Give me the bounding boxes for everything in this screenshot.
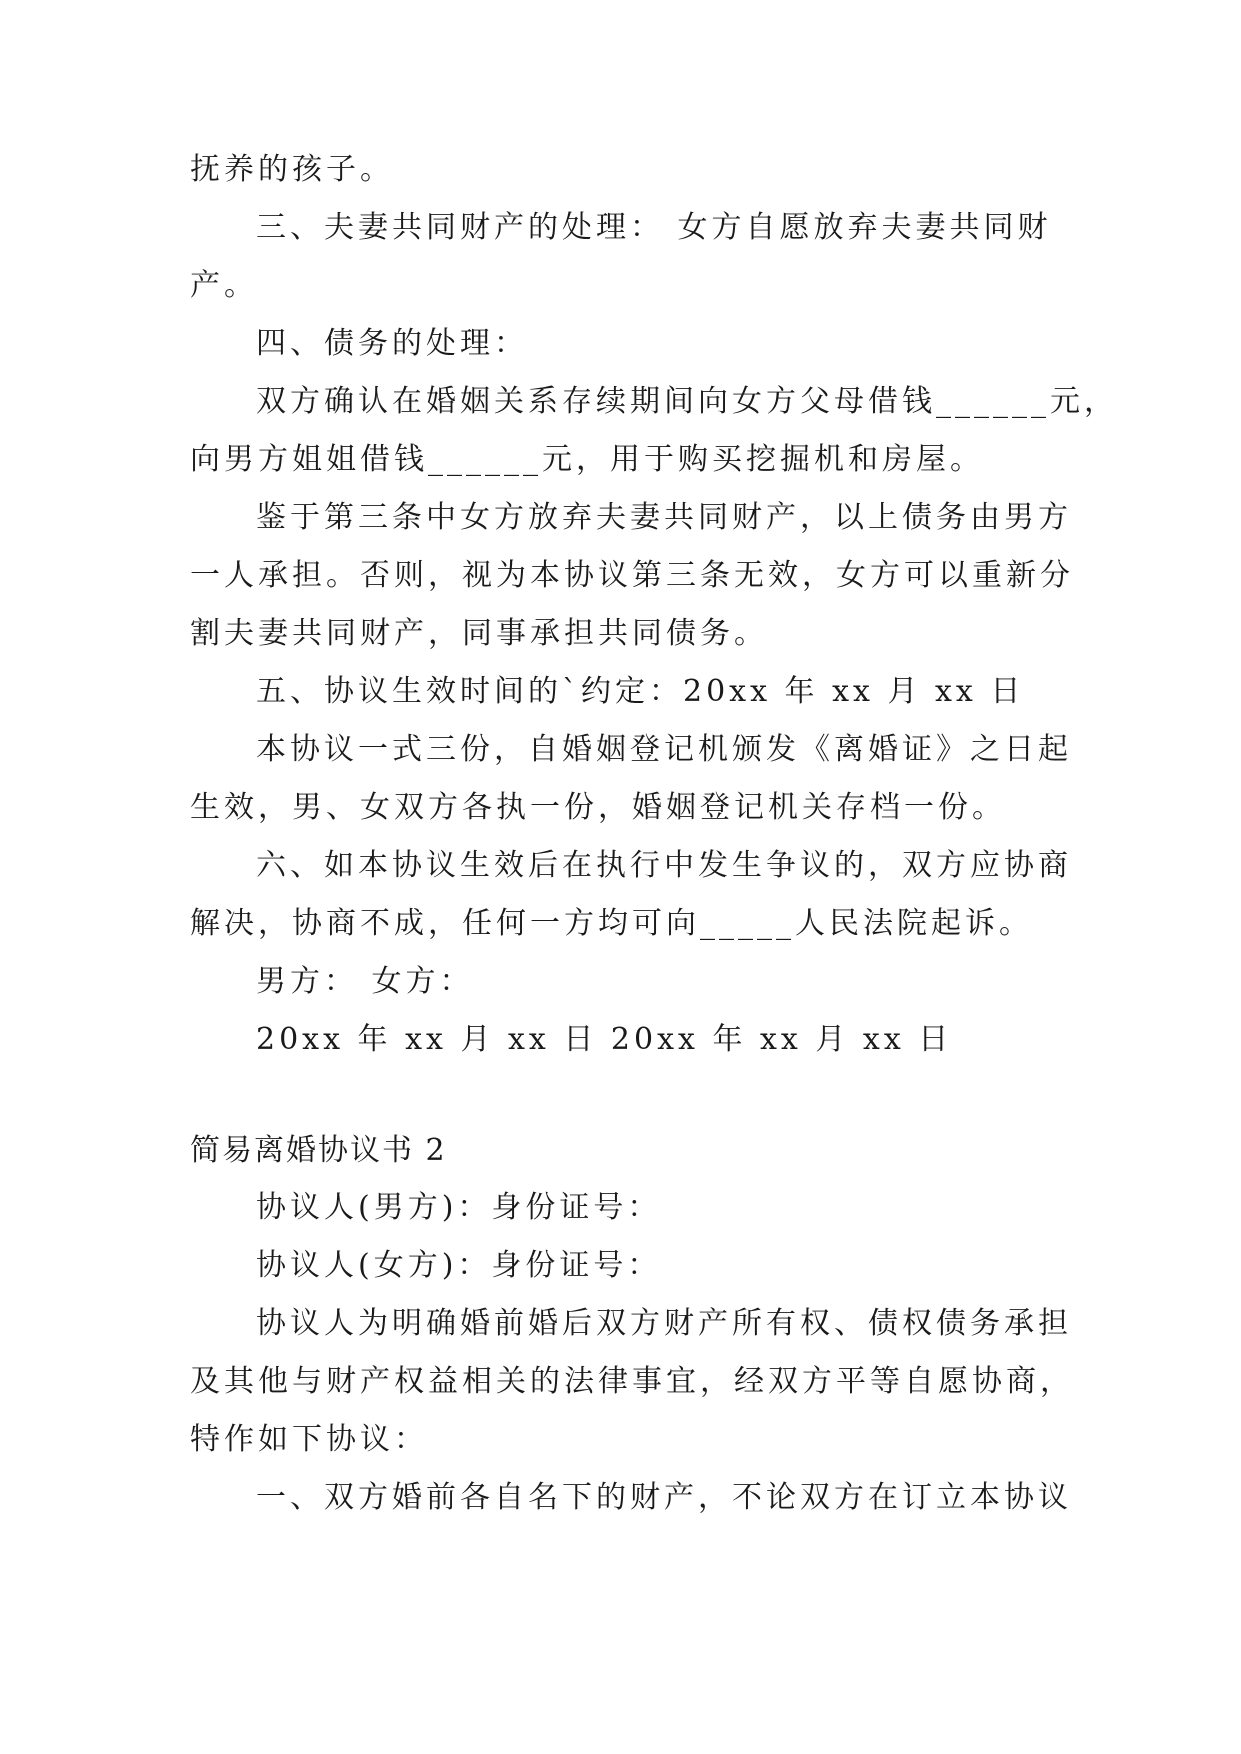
paragraph-line: 抚养的孩子。 xyxy=(190,152,394,187)
paragraph-line: 产。 xyxy=(190,268,258,303)
paragraph-line: 一、双方婚前各自名下的财产，不论双方在订立本协议 xyxy=(256,1480,1072,1515)
section-title: 简易离婚协议书 2 xyxy=(190,1133,447,1168)
paragraph-line: 协议人(女方)：身份证号： xyxy=(256,1248,662,1283)
paragraph-line: 一人承担。否则，视为本协议第三条无效，女方可以重新分 xyxy=(190,558,1074,593)
paragraph-line: 鉴于第三条中女方放弃夫妻共同财产，以上债务由男方 xyxy=(256,500,1072,535)
paragraph-line: 特作如下协议： xyxy=(190,1422,428,1457)
paragraph-line: 双方确认在婚姻关系存续期间向女方父母借钱______元， xyxy=(256,384,1118,419)
paragraph-line: 协议人为明确婚前婚后双方财产所有权、债权债务承担 xyxy=(256,1306,1072,1341)
paragraph-line: 本协议一式三份，自婚姻登记机颁发《离婚证》之日起 xyxy=(256,732,1072,767)
paragraph-line: 割夫妻共同财产，同事承担共同债务。 xyxy=(190,616,768,651)
paragraph-line: 解决，协商不成，任何一方均可向_____人民法院起诉。 xyxy=(190,906,1033,941)
paragraph-line: 五、协议生效时间的`约定：20xx 年 xx 月 xx 日 xyxy=(256,674,1025,709)
paragraph-line: 六、如本协议生效后在执行中发生争议的，双方应协商 xyxy=(256,848,1072,883)
signature-labels: 男方： 女方： xyxy=(256,964,474,999)
paragraph-line: 生效，男、女双方各执一份，婚姻登记机关存档一份。 xyxy=(190,790,1006,825)
paragraph-line: 协议人(男方)：身份证号： xyxy=(256,1190,662,1225)
paragraph-line: 向男方姐姐借钱______元，用于购买挖掘机和房屋。 xyxy=(190,442,984,477)
paragraph-line: 及其他与财产权益相关的法律事宜，经双方平等自愿协商， xyxy=(190,1364,1074,1399)
signature-dates: 20xx 年 xx 月 xx 日 20xx 年 xx 月 xx 日 xyxy=(256,1022,953,1057)
paragraph-line: 三、夫妻共同财产的处理： 女方自愿放弃夫妻共同财 xyxy=(256,210,1052,245)
paragraph-line: 四、债务的处理： xyxy=(256,326,528,361)
